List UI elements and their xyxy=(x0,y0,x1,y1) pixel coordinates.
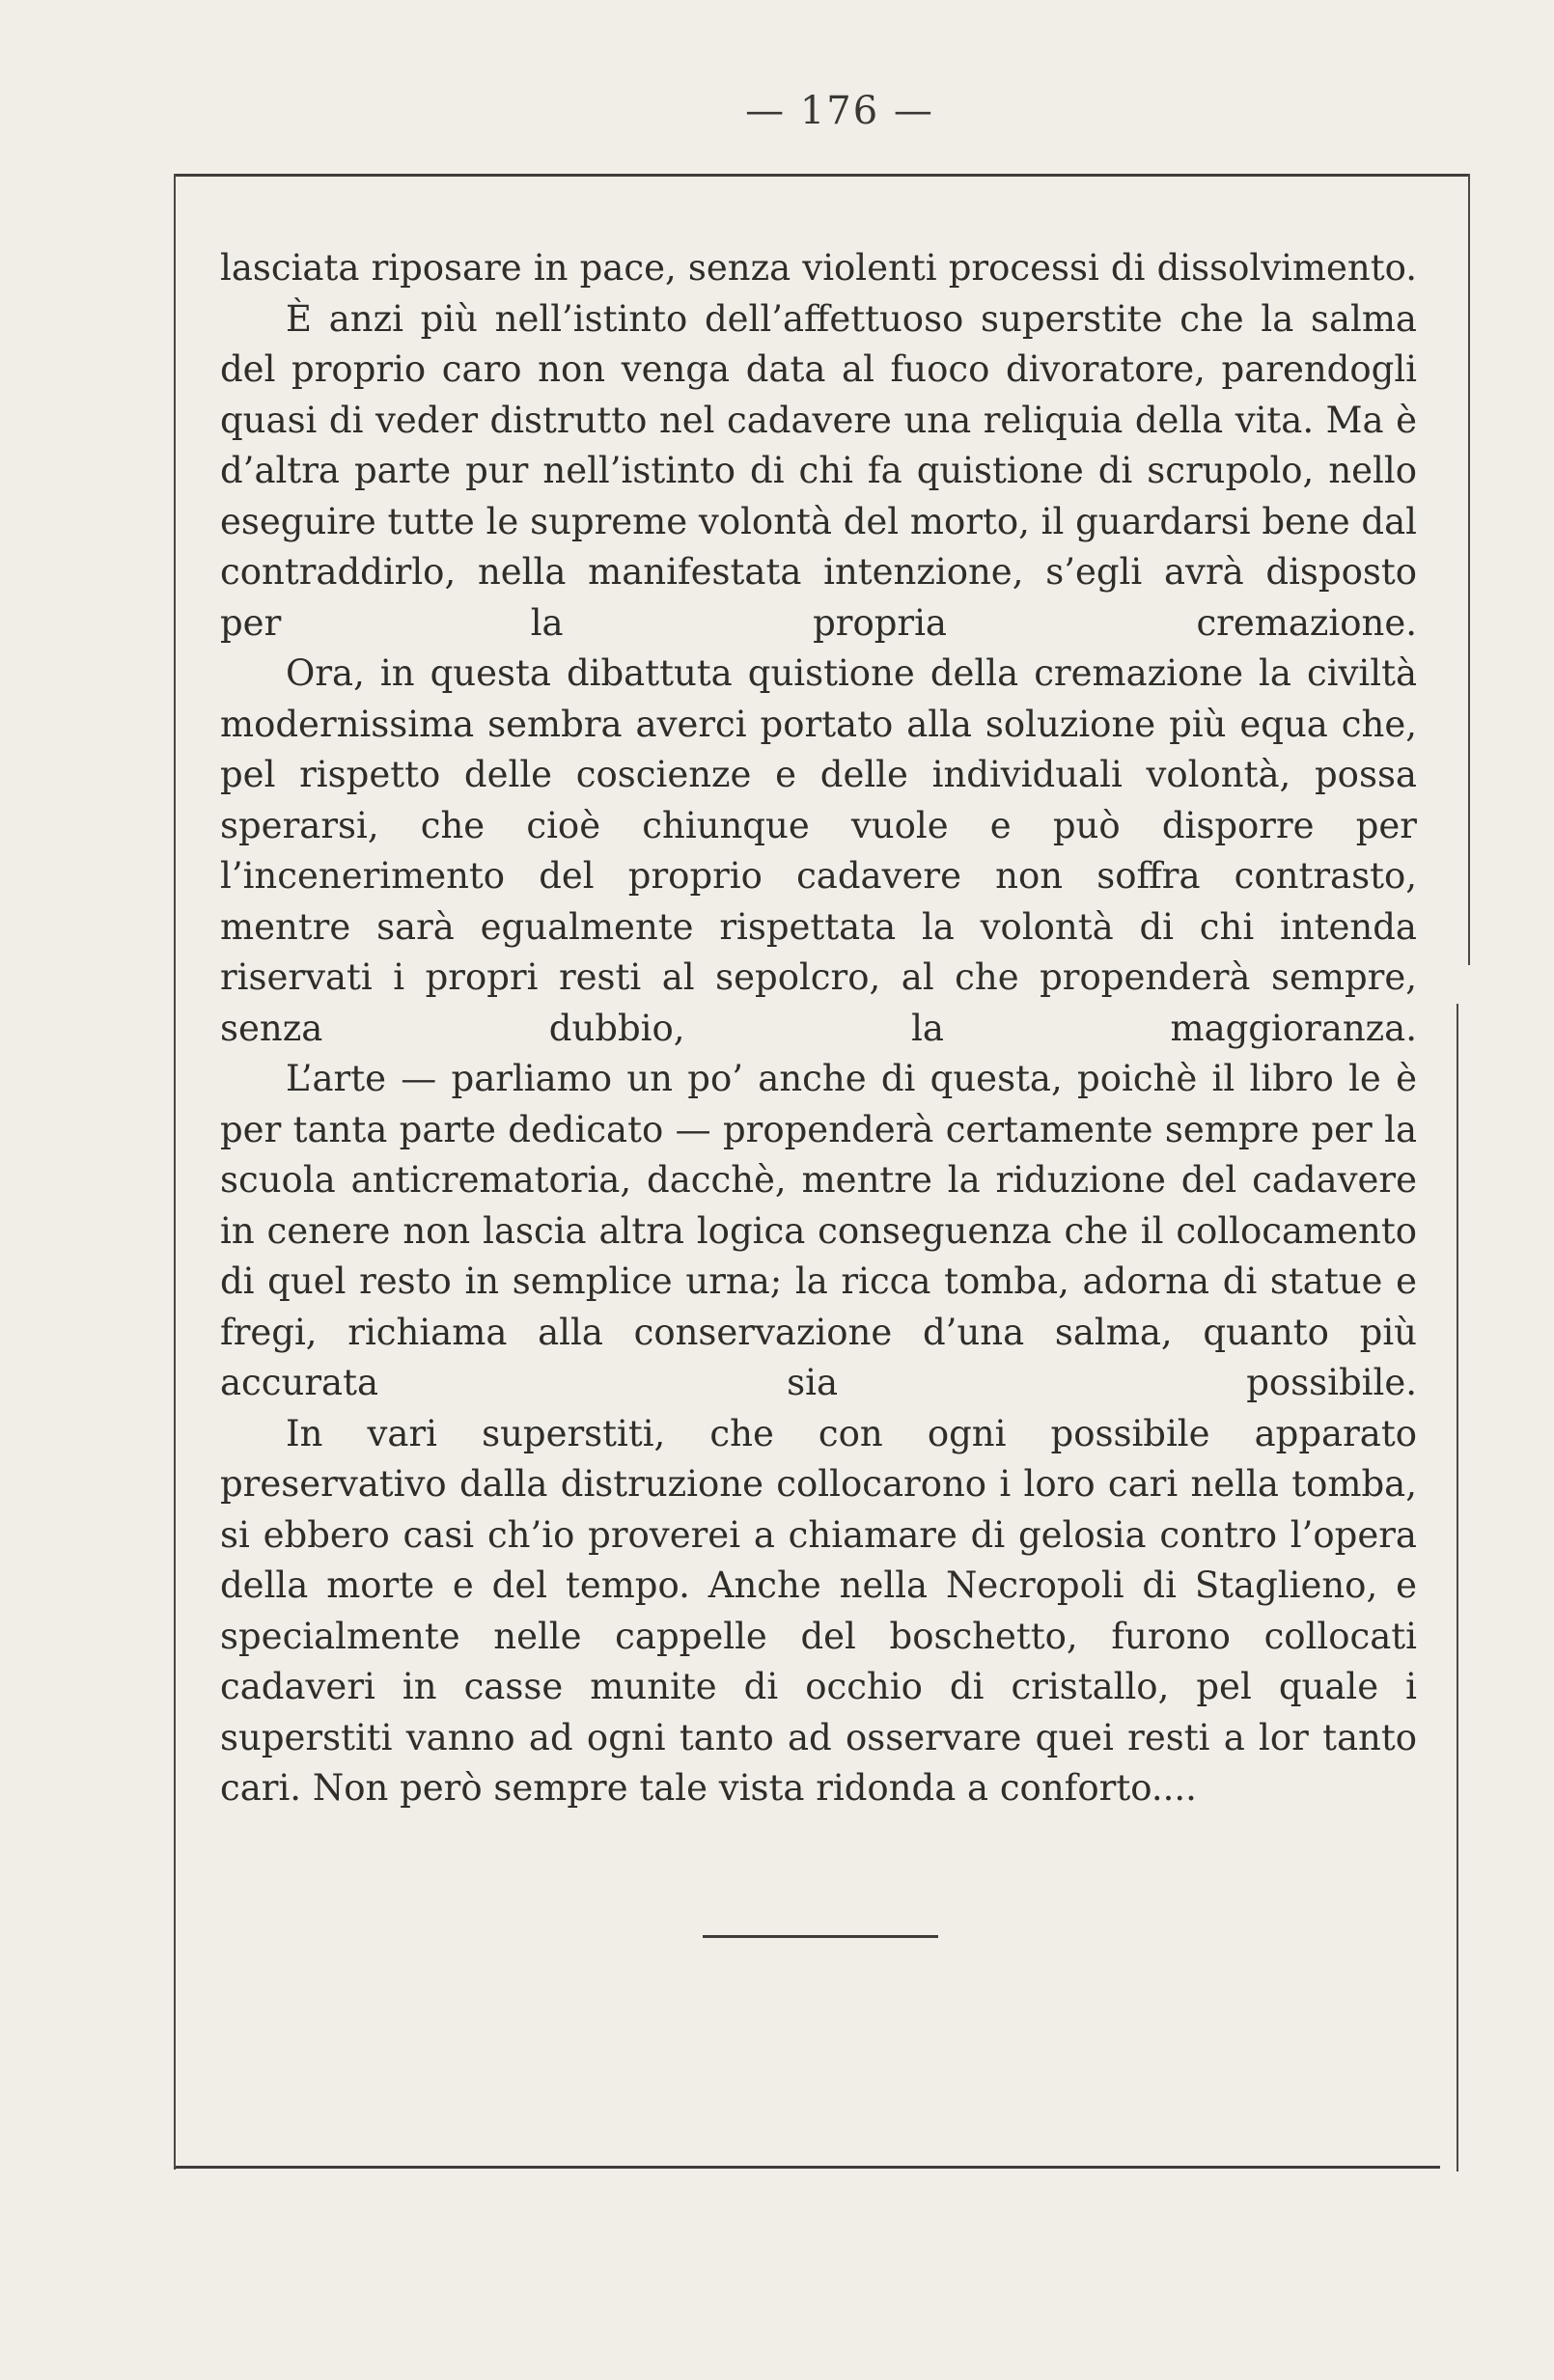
paragraph: È anzi più nell’istinto dell’affettuoso superstite che la salma del proprio caro non venga data al fuoco divoratore, parendogli quasi di veder distrutto nel cadavere una reliquia della vita. Ma è d’altra parte pur nell’istinto di chi fa quistione di scrupolo, nello eseguire tutte le supreme volontà del morto, il guardarsi bene dal contraddirlo, nella manifestata intenzione, s’egli avrà disposto per la propria cremazione. xyxy=(220,297,1417,644)
frame-right-lower-rule xyxy=(1457,1004,1458,2172)
body-text xyxy=(220,243,1417,1814)
page-number: — 176 — xyxy=(745,89,934,133)
frame-left-rule xyxy=(174,174,176,2170)
paragraph: L’arte — parliamo un po’ anche di questa, poichè il libro le è per tanta parte dedicato — propenderà certamente sempre per la scuola anticrematoria, dacchè, mentre la riduzione del cadavere in cenere non lascia altra logica conseguenza che il collocamento di quel resto in semplice urna; la ricca tomba, adorna di statue e fregi, richiama alla conservazione d’una salma, quanto più accurata sia possibile. xyxy=(220,1058,1417,1403)
section-end-rule xyxy=(703,1935,938,1938)
frame-right-rule xyxy=(1468,174,1470,965)
paragraph: lasciata riposare in pace, senza violenti processi di dissolvimento. xyxy=(220,247,1417,289)
frame-top-rule xyxy=(176,174,1469,177)
frame-bottom-rule xyxy=(176,2166,1440,2169)
paragraph: In vari superstiti, che con ogni possibile apparato preservativo dalla distruzione collocarono i loro cari nella tomba, si ebbero casi ch’io proverei a chiamare di gelosia contro l’opera della morte e del tempo. Anche nella Necropoli di Staglieno, e specialmente nelle cappelle del boschetto, furono collocati cadaveri in casse munite di occhio di cristallo, pel quale i superstiti vanno ad ogni tanto ad osservare quei resti a lor tanto cari. Non però sempre tale vista ridonda a conforto.... xyxy=(220,1412,1417,1809)
paragraph: Ora, in questa dibattuta quistione della cremazione la civiltà modernissima sembra averci portato alla soluzione più equa che, pel rispetto delle coscienze e delle individuali volontà, possa sperarsi, che cioè chiunque vuole e può disporre per l’incenerimento del proprio cadavere non soffra contrasto, mentre sarà egualmente rispettata la volontà di chi intenda riservati i propri resti al sepolcro, al che propenderà sempre, senza dubbio, la maggioranza. xyxy=(220,652,1417,1049)
